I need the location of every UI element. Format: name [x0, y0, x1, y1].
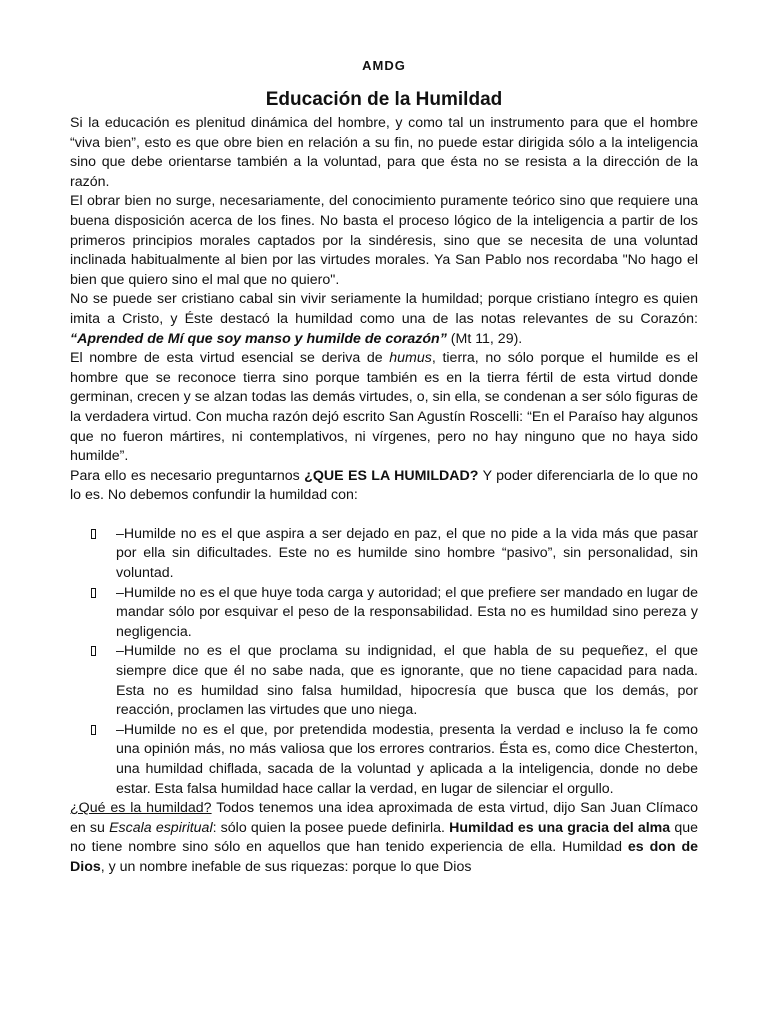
paragraph-3-text-a: No se puede ser cristiano cabal sin vivir seriamente la humildad; porque cristiano íntegro es quien imita a Cristo, y Éste destacó la humildad como una de las notas relevantes de su Corazón:: [70, 291, 698, 327]
list-item-text: –Humilde no es el que huye toda carga y autoridad; el que prefiere ser mandado en lugar de mandar sólo por esquivar el peso de la responsabilidad. Esta no es humildad sino pereza y negligencia.: [116, 584, 698, 640]
top-mark: AMDG: [362, 58, 406, 73]
list-item: [70, 525, 698, 584]
document-title: Educación de la Humildad: [265, 89, 503, 110]
list-item: [70, 642, 698, 720]
humility-question-link[interactable]: ¿Qué es la humildad?: [70, 800, 212, 817]
paragraph-4: [70, 349, 698, 467]
book-title: Escala espiritual: [109, 819, 213, 836]
gospel-quote: “Aprended de Mí que soy manso y humilde de corazón”: [70, 330, 447, 347]
paragraph-6-text-a: Todos tenemos una idea aproximada de esta virtud, dijo San Juan Clímaco en su: [70, 800, 698, 836]
humus-term: humus: [389, 350, 432, 367]
bullet-box-icon: [91, 529, 96, 539]
paragraph-4-text-b: , tierra, no sólo porque el humilde es el hombre que se reconoce tierra sino porque también es en la tierra fértil de esta virtud donde germinan, crecen y se alzan todas las demás virtudes, o, sin ella, se condenan a ser sólo figuras de la verdadera virtud. Con mucha razón dejó escrito San Agustín Roscelli: “En el Paraíso hay algunos que no fueron mártires, ni contemplativos, ni vírgenes, pero no hay ninguno que no haya sido humilde”.: [70, 350, 698, 465]
bold-phrase-2: es don de Dios: [70, 839, 698, 875]
paragraph-3-text-b: (Mt 11, 29).: [446, 330, 523, 347]
bold-phrase-1: Humildad es una gracia del alma: [449, 819, 671, 836]
document-body: [70, 114, 698, 878]
paragraph-6: [70, 799, 698, 877]
paragraph-6-text-b: : sólo quien la posee puede definirla.: [212, 819, 450, 836]
paragraph-1: Si la educación es plenitud dinámica del hombre, y como tal un instrumento para que el hombre “viva bien”, esto es que obre bien en relación a su fin, no puede estar dirigida sólo a la inteligencia sino que debe orientarse también a la voluntad, para que ésta no se resista a la dirección de la razón.: [70, 115, 698, 190]
paragraph-6-text-c: que no tiene nombre sino sólo en aquellos que han tenido experiencia de ella. Humildad: [70, 819, 698, 856]
list-item-text: –Humilde no es el que aspira a ser dejado en paz, el que no pide a la vida más que pasar por ella sin dificultades. Este no es humilde sino hombre “pasivo”, sin personalidad, sin voluntad.: [116, 525, 698, 582]
bullet-box-icon: [91, 725, 96, 735]
list-item: [70, 721, 698, 799]
list-item-text: –Humilde no es el que, por pretendida modestia, presenta la verdad e incluso la fe como una opinión más, no más valiosa que los errores contrarios. Ésta es, como dice Chesterton, una humildad chiflada, sacada de la voluntad y aplicada a la inteligencia, donde no debe estar. Esta falsa humildad hace callar la verdad, en lugar de silenciar el orgullo.: [116, 721, 698, 797]
bullet-box-icon: [91, 588, 96, 598]
list-item: [70, 584, 698, 643]
paragraph-5: [70, 467, 698, 506]
paragraph-5-text-b: Y poder diferenciarla de lo que no lo es. No debemos confundir la humildad con:: [70, 467, 699, 504]
list-item-text: –Humilde no es el que proclama su indignidad, el que habla de su pequeñez, el que siempre dice que él no sabe nada, que es ignorante, que no tiene capacidad para nada. Esta no es humildad sino falsa humildad, hipocresía que busca que los demás, por reacción, proclamen las virtudes que uno niega.: [116, 643, 698, 719]
bullet-box-icon: [91, 646, 96, 656]
humility-question: ¿QUE ES LA HUMILDAD?: [304, 467, 479, 484]
paragraph-2: El obrar bien no surge, necesariamente, del conocimiento puramente teórico sino que requiere una buena disposición acerca de los fines. No basta el proceso lógico de la inteligencia a partir de los primeros principios morales captados por la sindéresis, sino que se necesita de una voluntad inclinada habitualmente al bien por las virtudes morales. Ya San Pablo nos recordaba "No hago el bien que quiero sino el mal que no quiero".: [70, 193, 698, 288]
paragraph-4-text-a: El nombre de esta virtud esencial se deriva de: [70, 350, 390, 367]
paragraph-3: [70, 290, 698, 349]
bullet-list: [70, 525, 698, 799]
paragraph-5-text-a: Para ello es necesario preguntarnos: [70, 467, 305, 484]
paragraph-6-text-d: , y un nombre inefable de sus riquezas: porque lo que Dios: [100, 858, 472, 875]
